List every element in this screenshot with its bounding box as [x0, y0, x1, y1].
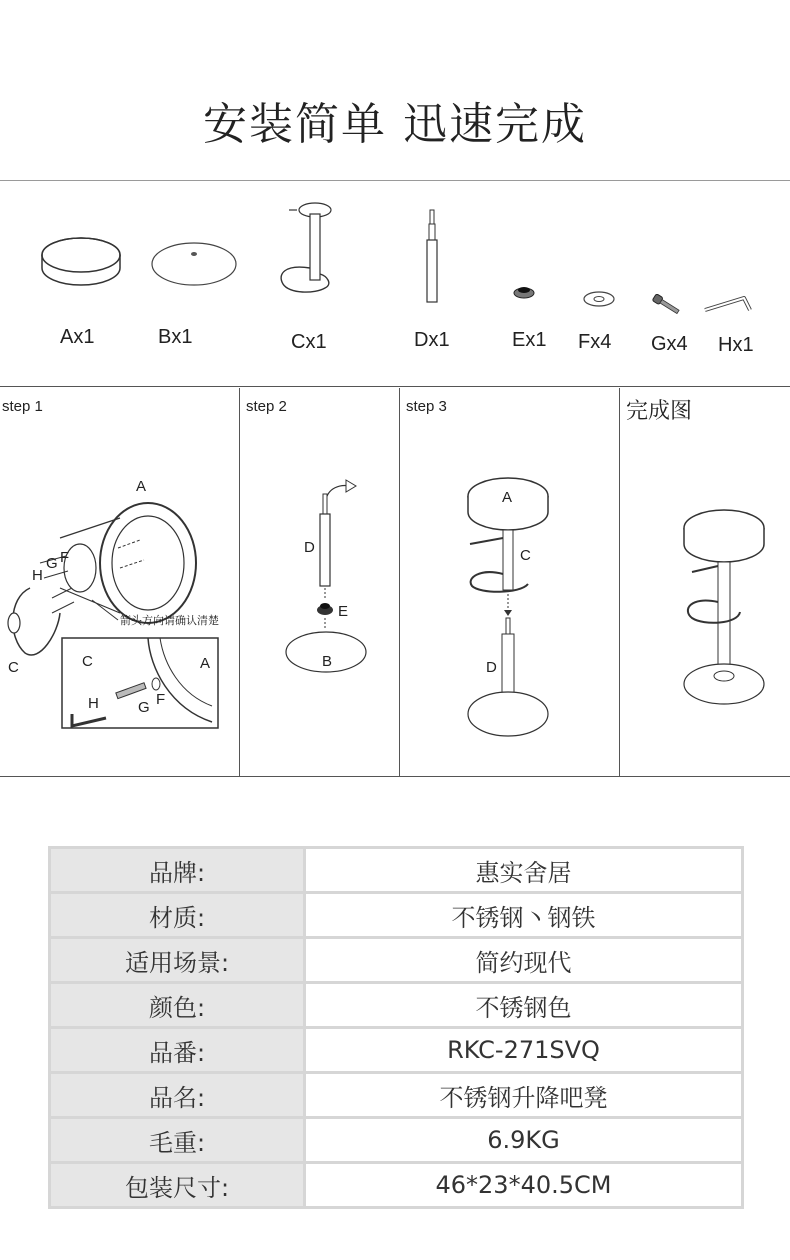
- step2-letter: B: [322, 653, 333, 670]
- spec-key: 品名:: [50, 1073, 305, 1118]
- step-2-panel: [240, 388, 400, 776]
- spec-key: 毛重:: [50, 1118, 305, 1163]
- spec-value: 不锈钢升降吧凳: [305, 1073, 743, 1118]
- table-row: [50, 1118, 743, 1163]
- part-label-c: Cx1: [291, 331, 327, 353]
- part-label-f: Fx4: [578, 331, 612, 353]
- step-2-label: step 2: [246, 398, 287, 415]
- spec-value: RKC-271SVQ: [305, 1028, 743, 1073]
- step1-letter: F: [156, 691, 166, 708]
- column-footrest-icon: [275, 198, 345, 300]
- step1-letter: C: [8, 659, 19, 676]
- spec-value: 46*23*40.5CM: [305, 1163, 743, 1208]
- washer-icon: [582, 290, 616, 308]
- spec-value: 简约现代: [305, 938, 743, 983]
- step1-letter: H: [88, 695, 99, 712]
- spec-key: 材质:: [50, 893, 305, 938]
- spec-value: 不锈钢丶钢铁: [305, 893, 743, 938]
- step2-letter: E: [338, 603, 349, 620]
- screw-icon: [650, 294, 684, 316]
- divider: [0, 776, 790, 777]
- step-3-panel: [400, 388, 620, 776]
- part-label-g: Gx4: [651, 333, 688, 355]
- spec-value: 不锈钢色: [305, 983, 743, 1028]
- spec-key: 包装尺寸:: [50, 1163, 305, 1208]
- spec-key: 颜色:: [50, 983, 305, 1028]
- step1-letter: A: [200, 655, 211, 672]
- spec-value: 6.9KG: [305, 1118, 743, 1163]
- gas-lift-icon: [420, 208, 444, 304]
- table-row: [50, 848, 743, 893]
- spec-table: [48, 846, 744, 1209]
- part-label-h: Hx1: [718, 334, 754, 356]
- spec-key: 品牌:: [50, 848, 305, 893]
- table-row: [50, 938, 743, 983]
- step-1-panel: [0, 388, 240, 776]
- step1-letter: H: [32, 567, 43, 584]
- steps-panel: [0, 388, 790, 776]
- step3-letter: A: [502, 489, 513, 506]
- step-2-diagram: [240, 388, 399, 776]
- step1-letter: A: [136, 478, 147, 495]
- step1-note: 箭头方向请确认清楚: [120, 615, 219, 627]
- spec-value: 惠实舍居: [305, 848, 743, 893]
- table-row: [50, 1028, 743, 1073]
- table-row: [50, 1163, 743, 1208]
- divider: [0, 180, 790, 181]
- step-3-label: step 3: [406, 398, 447, 415]
- finished-panel: [620, 388, 790, 776]
- part-label-b: Bx1: [158, 326, 193, 348]
- table-row: [50, 893, 743, 938]
- step1-letter: C: [82, 653, 93, 670]
- step1-letter: G: [46, 555, 58, 572]
- spec-key: 品番:: [50, 1028, 305, 1073]
- parts-list: [0, 190, 790, 370]
- finished-label: 完成图: [626, 399, 693, 424]
- seat-cushion-icon: [40, 235, 124, 291]
- part-label-a: Ax1: [60, 326, 95, 348]
- step1-letter: F: [60, 549, 70, 566]
- table-row: [50, 983, 743, 1028]
- step2-letter: D: [304, 539, 315, 556]
- step1-letter: G: [138, 699, 150, 716]
- divider: [0, 386, 790, 387]
- part-label-d: Dx1: [414, 329, 450, 351]
- spec-key: 适用场景:: [50, 938, 305, 983]
- step3-letter: C: [520, 547, 531, 564]
- cap-icon: [512, 282, 536, 300]
- step-3-diagram: [400, 388, 619, 776]
- hex-key-icon: [702, 290, 756, 316]
- finished-stool-diagram: [620, 388, 790, 776]
- part-label-e: Ex1: [512, 329, 547, 351]
- step-1-diagram: [0, 388, 239, 776]
- base-disc-icon: [150, 240, 238, 288]
- table-row: [50, 1073, 743, 1118]
- step3-letter: D: [486, 659, 497, 676]
- page-title: 安装简单 迅速完成: [203, 99, 587, 150]
- step-1-label: step 1: [2, 398, 43, 415]
